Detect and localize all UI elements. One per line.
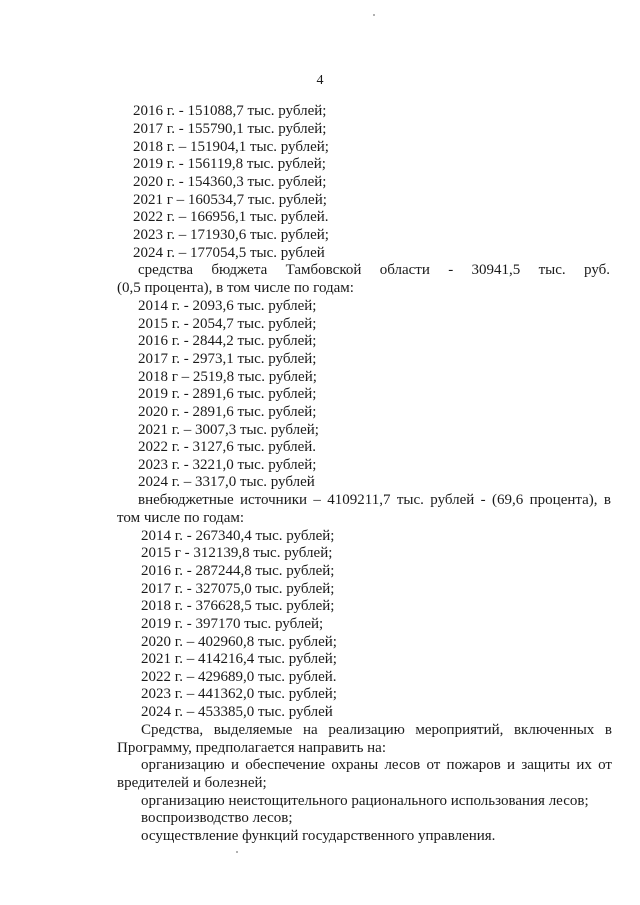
list-item: 2016 г. - 151088,7 тыс. рублей; [133, 103, 327, 119]
list-item: 2014 г. - 2093,6 тыс. рублей; [138, 298, 317, 314]
list-item: 2024 г. – 453385,0 тыс. рублей [141, 704, 333, 720]
list-item: 2024 г. – 177054,5 тыс. рублей [133, 245, 325, 261]
list-item: 2017 г. - 155790,1 тыс. рублей; [133, 121, 327, 137]
list-item: 2017 г. - 2973,1 тыс. рублей; [138, 351, 317, 367]
funds-paragraph: Средства, выделяемые на реализацию мероприятий, включенных в [141, 722, 612, 738]
list-item: 2018 г. – 151904,1 тыс. рублей; [133, 139, 329, 155]
funds-paragraph-cont: Программу, предполагается направить на: [117, 740, 387, 756]
list-item: 2019 г. - 156119,8 тыс. рублей; [133, 156, 326, 172]
list-item: 2023 г. - 3221,0 тыс. рублей; [138, 457, 317, 473]
scan-speck [236, 851, 238, 853]
tambov-budget-intro: средства бюджета Тамбовской области - 30941,5 тыс. руб. [138, 262, 610, 278]
list-item: 2016 г. - 287244,8 тыс. рублей; [141, 563, 335, 579]
protection-item: организацию и обеспечение охраны лесов от пожаров и защиты их от [141, 757, 612, 773]
list-item: 2022 г. – 429689,0 тыс. рублей. [141, 669, 337, 685]
page-number: 4 [316, 73, 324, 88]
list-item: 2021 г. – 414216,4 тыс. рублей; [141, 651, 337, 667]
list-item: 2020 г. - 2891,6 тыс. рублей; [138, 404, 317, 420]
list-item: 2020 г. - 154360,3 тыс. рублей; [133, 174, 327, 190]
list-item: 2021 г – 160534,7 тыс. рублей; [133, 192, 327, 208]
list-item: 2019 г. - 2891,6 тыс. рублей; [138, 386, 317, 402]
list-item: 2015 г - 312139,8 тыс. рублей; [141, 545, 333, 561]
list-item: 2015 г. - 2054,7 тыс. рублей; [138, 316, 317, 332]
scan-speck [373, 14, 375, 16]
list-item: 2014 г. - 267340,4 тыс. рублей; [141, 528, 335, 544]
list-item: 2024 г. – 3317,0 тыс. рублей [138, 474, 315, 490]
tambov-budget-intro-cont: (0,5 процента), в том числе по годам: [117, 280, 354, 296]
list-item: 2023 г. – 171930,6 тыс. рублей; [133, 227, 329, 243]
list-item: 2017 г. - 327075,0 тыс. рублей; [141, 581, 335, 597]
list-item: 2023 г. – 441362,0 тыс. рублей; [141, 686, 337, 702]
list-item: 2016 г. - 2844,2 тыс. рублей; [138, 333, 317, 349]
list-item: 2022 г. - 3127,6 тыс. рублей. [138, 439, 317, 455]
governance-item: осуществление функций государственного управления. [141, 828, 496, 844]
extrabudget-intro: внебюджетные источники – 4109211,7 тыс. рублей - (69,6 процента), в [138, 492, 611, 508]
list-item: 2018 г – 2519,8 тыс. рублей; [138, 369, 317, 385]
list-item: 2021 г. – 3007,3 тыс. рублей; [138, 422, 319, 438]
usage-item: организацию неистощительного рационального использования лесов; [141, 793, 589, 809]
extrabudget-intro-cont: том числе по годам: [117, 510, 245, 526]
protection-item-cont: вредителей и болезней; [117, 775, 267, 791]
reproduction-item: воспроизводство лесов; [141, 810, 293, 826]
list-item: 2022 г. – 166956,1 тыс. рублей. [133, 209, 329, 225]
list-item: 2018 г. - 376628,5 тыс. рублей; [141, 598, 335, 614]
list-item: 2019 г. - 397170 тыс. рублей; [141, 616, 324, 632]
list-item: 2020 г. – 402960,8 тыс. рублей; [141, 634, 337, 650]
